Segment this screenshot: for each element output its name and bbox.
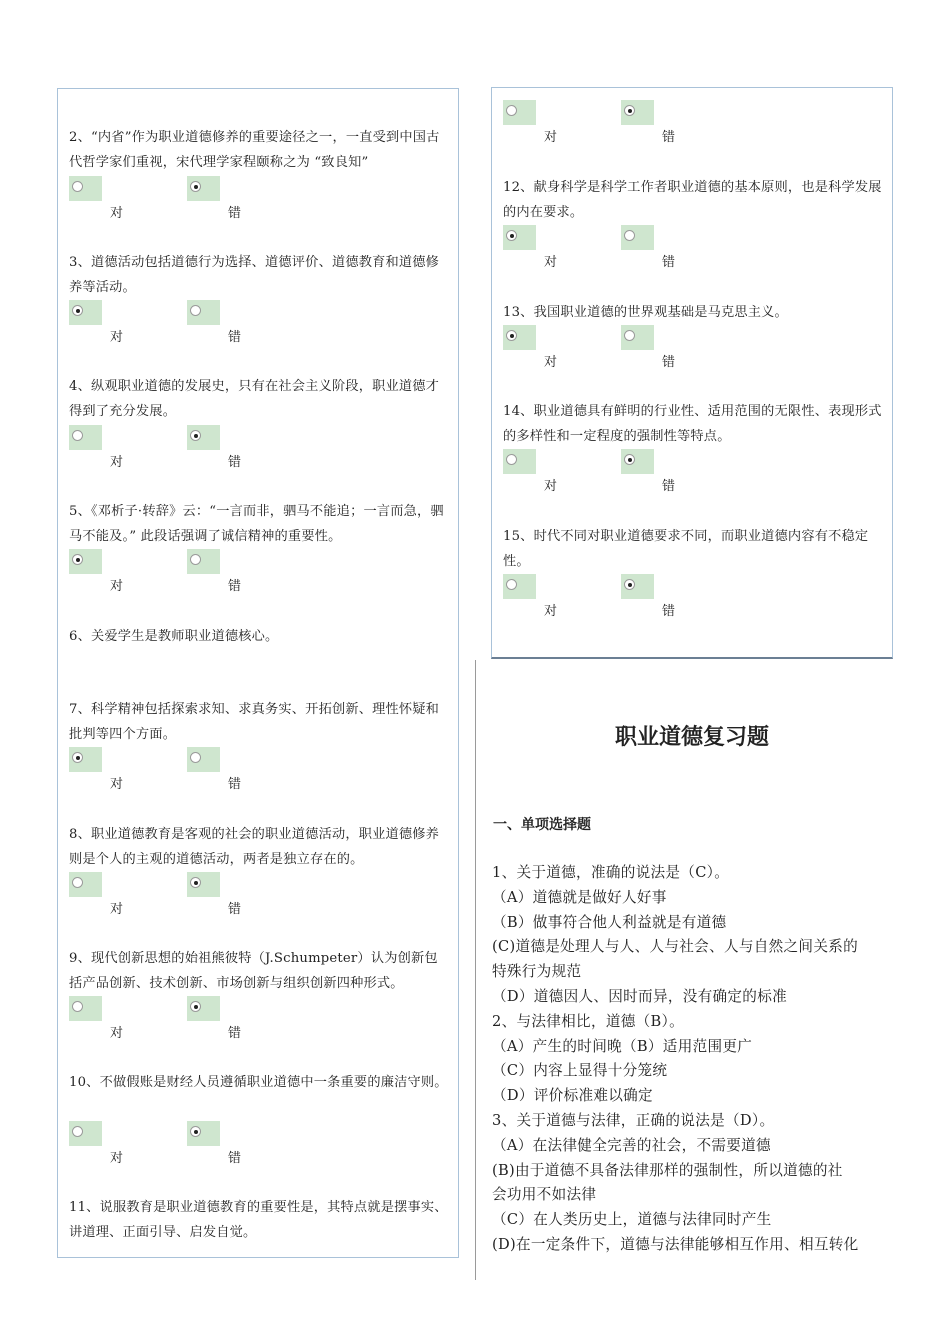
radio-button-wrong[interactable] bbox=[624, 454, 635, 465]
column-divider bbox=[475, 660, 476, 1280]
option-label-right: 对 bbox=[110, 1151, 124, 1166]
question-text: 12、献身科学是科学工作者职业道德的基本原则，也是科学发展的内在要求。 bbox=[503, 180, 882, 220]
answer-option-wrong[interactable] bbox=[621, 325, 654, 350]
radio-button-wrong[interactable] bbox=[190, 1126, 201, 1137]
option-label-right: 对 bbox=[110, 330, 124, 345]
option-label-right: 对 bbox=[110, 777, 124, 792]
radio-button-right[interactable] bbox=[506, 454, 517, 465]
answer-option-right[interactable] bbox=[69, 176, 102, 201]
option-label-wrong: 错 bbox=[228, 1151, 242, 1166]
radio-button-wrong[interactable] bbox=[624, 330, 635, 341]
option-label-wrong: 错 bbox=[662, 479, 676, 494]
doc-line: （A）在法律健全完善的社会，不需要道德 bbox=[492, 1136, 771, 1154]
radio-button-right[interactable] bbox=[506, 230, 517, 241]
doc-line: （D）道德因人、因时而异，没有确定的标准 bbox=[492, 988, 787, 1005]
answer-option-right[interactable] bbox=[69, 300, 102, 325]
doc-line: 2、与法律相比，道德（B）。 bbox=[492, 1012, 685, 1030]
radio-button-right[interactable] bbox=[72, 1001, 83, 1012]
radio-button-wrong[interactable] bbox=[190, 1001, 201, 1012]
answer-option-wrong[interactable] bbox=[621, 100, 654, 125]
question-text: 4、纵观职业道德的发展史，只有在社会主义阶段，职业道德才得到了充分发展。 bbox=[69, 379, 440, 419]
radio-button-right[interactable] bbox=[506, 579, 517, 590]
radio-button-right[interactable] bbox=[72, 181, 83, 192]
option-label-right: 对 bbox=[544, 255, 558, 270]
radio-button-right[interactable] bbox=[72, 554, 83, 565]
option-label-right: 对 bbox=[110, 1026, 124, 1041]
answer-option-right[interactable] bbox=[69, 872, 102, 897]
doc-line: (C)道德是处理人与人、人与社会、人与自然之间关系的 bbox=[492, 938, 859, 956]
radio-button-right[interactable] bbox=[506, 330, 517, 341]
radio-button-right[interactable] bbox=[506, 105, 517, 116]
doc-line: 1、关于道德，准确的说法是（C）。 bbox=[492, 864, 730, 881]
doc-line: 3、关于道德与法律，正确的说法是（D）。 bbox=[492, 1112, 775, 1129]
radio-button-wrong[interactable] bbox=[624, 230, 635, 241]
radio-button-right[interactable] bbox=[72, 752, 83, 763]
answer-option-right[interactable] bbox=[503, 100, 536, 125]
answer-option-wrong[interactable] bbox=[187, 996, 220, 1021]
question-text: 9、现代创新思想的始祖熊彼特（J.Schumpeter）认为创新包括产品创新、技术创新、市场创新与组织创新四种形式。 bbox=[69, 951, 438, 991]
option-label-right: 对 bbox=[544, 479, 558, 494]
radio-button-wrong[interactable] bbox=[190, 305, 201, 316]
answer-option-wrong[interactable] bbox=[621, 574, 654, 599]
answer-option-right[interactable] bbox=[503, 449, 536, 474]
option-label-wrong: 错 bbox=[228, 579, 242, 594]
answer-option-wrong[interactable] bbox=[621, 225, 654, 250]
answer-option-right[interactable] bbox=[69, 996, 102, 1021]
question-text: 6、关爱学生是教师职业道德核心。 bbox=[69, 629, 279, 644]
option-label-wrong: 错 bbox=[228, 777, 242, 792]
radio-button-right[interactable] bbox=[72, 877, 83, 888]
radio-button-wrong[interactable] bbox=[624, 579, 635, 590]
radio-button-right[interactable] bbox=[72, 305, 83, 316]
answer-option-right[interactable] bbox=[69, 549, 102, 574]
doc-line: (B)由于道德不具备法律那样的强制性，所以道德的社 bbox=[492, 1161, 843, 1179]
answer-option-right[interactable] bbox=[69, 747, 102, 772]
option-label-wrong: 错 bbox=[228, 455, 242, 470]
right-quiz-panel bbox=[491, 87, 893, 659]
doc-title: 职业道德复习题 bbox=[614, 725, 769, 750]
option-label-wrong: 错 bbox=[228, 902, 242, 917]
answer-option-right[interactable] bbox=[503, 325, 536, 350]
radio-button-wrong[interactable] bbox=[190, 752, 201, 763]
option-label-wrong: 错 bbox=[228, 330, 242, 345]
radio-button-wrong[interactable] bbox=[190, 181, 201, 192]
radio-button-right[interactable] bbox=[72, 430, 83, 441]
radio-button-right[interactable] bbox=[72, 1126, 83, 1137]
doc-line: (D)在一定条件下，道德与法律能够相互作用、相互转化 bbox=[492, 1236, 859, 1253]
option-label-wrong: 错 bbox=[228, 206, 242, 221]
radio-button-wrong[interactable] bbox=[190, 877, 201, 888]
answer-option-right[interactable] bbox=[503, 574, 536, 599]
option-label-right: 对 bbox=[110, 206, 124, 221]
doc-line: （D）评价标准难以确定 bbox=[492, 1087, 653, 1105]
question-text: 14、职业道德具有鲜明的行业性、适用范围的无限性、表现形式的多样性和一定程度的强制性等特点。 bbox=[503, 404, 882, 444]
question-text: 8、职业道德教育是客观的社会的职业道德活动，职业道德修养则是个人的主观的道德活动，两者是独立存在的。 bbox=[69, 827, 440, 867]
answer-option-wrong[interactable] bbox=[187, 872, 220, 897]
option-label-right: 对 bbox=[110, 579, 124, 594]
question-text: 15、时代不同对职业道德要求不同，而职业道德内容有不稳定性。 bbox=[503, 529, 869, 569]
option-label-right: 对 bbox=[544, 130, 558, 145]
question-text: 10、不做假账是财经人员遵循职业道德中一条重要的廉洁守则。 bbox=[69, 1075, 448, 1090]
radio-button-wrong[interactable] bbox=[190, 554, 201, 565]
answer-option-wrong[interactable] bbox=[621, 449, 654, 474]
answer-option-wrong[interactable] bbox=[187, 1121, 220, 1146]
doc-line: （B）做事符合他人利益就是有道德 bbox=[492, 913, 727, 931]
section-heading: 一、单项选择题 bbox=[493, 817, 591, 833]
option-label-wrong: 错 bbox=[662, 355, 676, 370]
answer-option-wrong[interactable] bbox=[187, 300, 220, 325]
answer-option-right[interactable] bbox=[503, 225, 536, 250]
answer-option-wrong[interactable] bbox=[187, 425, 220, 450]
option-label-right: 对 bbox=[110, 455, 124, 470]
option-label-wrong: 错 bbox=[662, 604, 676, 619]
option-label-wrong: 错 bbox=[662, 255, 676, 270]
doc-line: （A）道德就是做好人好事 bbox=[492, 888, 667, 906]
question-text: 2、“内省”作为职业道德修养的重要途径之一，一直受到中国古代哲学家们重视，宋代理学家程颐称之为 “致良知” bbox=[69, 130, 440, 170]
option-label-right: 对 bbox=[110, 902, 124, 917]
answer-option-right[interactable] bbox=[69, 425, 102, 450]
question-text: 3、道德活动包括道德行为选择、道德评价、道德教育和道德修养等活动。 bbox=[69, 255, 440, 295]
doc-line: （A）产生的时间晚（B）适用范围更广 bbox=[492, 1037, 753, 1055]
question-text: 5、《邓析子·转辞》云：“一言而非，驷马不能追；一言而急，驷马不能及。” 此段话强调了诚信精神的重要性。 bbox=[69, 504, 444, 544]
question-text: 11、说服教育是职业道德教育的重要性是，其特点就是摆事实、讲道理、正面引导、启发自觉。 bbox=[69, 1200, 448, 1240]
question-text: 7、科学精神包括探索求知、求真务实、开拓创新、理性怀疑和批判等四个方面。 bbox=[69, 702, 440, 742]
radio-button-wrong[interactable] bbox=[624, 105, 635, 116]
option-label-wrong: 错 bbox=[228, 1026, 242, 1041]
doc-line: 会功用不如法律 bbox=[492, 1186, 597, 1204]
radio-button-wrong[interactable] bbox=[190, 430, 201, 441]
option-label-right: 对 bbox=[544, 604, 558, 619]
left-quiz-panel bbox=[57, 88, 459, 1258]
doc-line: 特殊行为规范 bbox=[492, 963, 582, 981]
answer-option-right[interactable] bbox=[69, 1121, 102, 1146]
doc-line: （C）内容上显得十分笼统 bbox=[492, 1062, 668, 1080]
answer-option-wrong[interactable] bbox=[187, 747, 220, 772]
question-text: 13、我国职业道德的世界观基础是马克思主义。 bbox=[503, 305, 788, 320]
answer-option-wrong[interactable] bbox=[187, 549, 220, 574]
option-label-right: 对 bbox=[544, 355, 558, 370]
answer-option-wrong[interactable] bbox=[187, 176, 220, 201]
doc-line: （C）在人类历史上，道德与法律同时产生 bbox=[492, 1211, 772, 1229]
option-label-wrong: 错 bbox=[662, 130, 676, 145]
